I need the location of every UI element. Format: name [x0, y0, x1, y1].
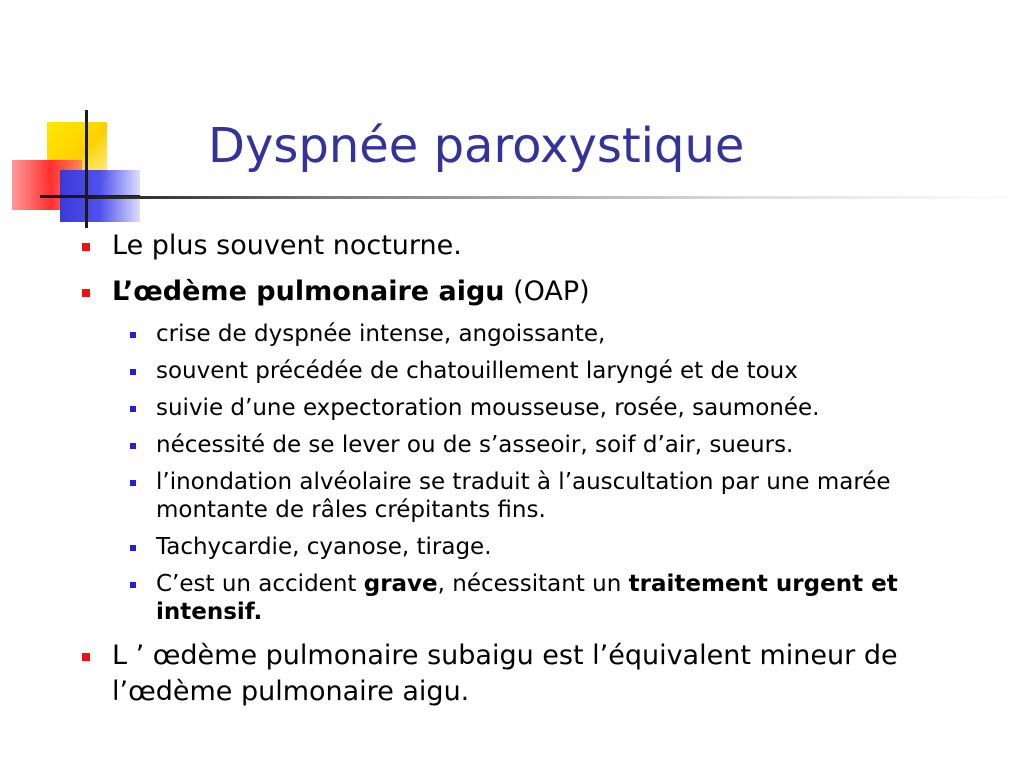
square-bullet-icon — [82, 243, 90, 251]
sub-bullet-bold-text: traitement urgent et intensif. — [156, 571, 898, 625]
square-bullet-icon — [130, 369, 136, 375]
sub-bullet-text: crise de dyspnée intense, angoissante, — [156, 321, 606, 347]
sub-bullet-bold-text: grave — [363, 571, 438, 597]
bullet-text: (OAP) — [504, 276, 590, 307]
sub-bullet-item — [156, 357, 976, 385]
square-bullet-icon — [82, 653, 90, 661]
square-bullet-icon — [130, 582, 136, 588]
sub-bullet-item — [156, 320, 976, 348]
sub-bullet-list — [0, 320, 1024, 626]
sub-bullet-text: , nécessitant un — [437, 571, 629, 597]
sub-bullet-text: suivie d’une expectoration mousseuse, rosée, saumonée. — [156, 395, 820, 421]
sub-bullet-text: Tachycardie, cyanose, tirage. — [156, 534, 492, 560]
title-underline — [85, 196, 1024, 199]
sub-bullet-item — [156, 468, 976, 524]
sub-bullet-text: nécessité de se lever ou de s’asseoir, soif d’air, sueurs. — [156, 432, 794, 458]
square-bullet-icon — [130, 545, 136, 551]
bullet-text: L ’ œdème pulmonaire subaigu est l’équivalent mineur de l’œdème pulmonaire aigu. — [112, 640, 898, 707]
sub-bullet-text: C’est un accident — [156, 571, 364, 597]
square-bullet-icon — [130, 332, 136, 338]
bullet-bold-text: L’œdème pulmonaire aigu — [112, 276, 505, 307]
square-bullet-icon — [130, 443, 136, 449]
square-bullet-icon — [82, 289, 90, 297]
bullet-text: Le plus souvent nocturne. — [112, 230, 462, 261]
decorative-logo — [0, 0, 150, 240]
sub-bullet-text: l’inondation alvéolaire se traduit à l’auscultation par une marée montante de râles crépitants fins. — [156, 469, 891, 523]
square-bullet-icon — [130, 406, 136, 412]
sub-bullet-item — [156, 431, 976, 459]
sub-bullet-text: souvent précédée de chatouillement laryngé et de toux — [156, 358, 798, 384]
bullet-item — [112, 638, 982, 710]
bullet-item — [112, 274, 982, 310]
bullet-item — [112, 228, 982, 264]
sub-bullet-item — [156, 570, 976, 626]
sub-bullet-item — [156, 533, 976, 561]
slide-title: Dyspnée paroxystique — [208, 118, 745, 174]
slide-body — [0, 228, 1024, 720]
vertical-line — [85, 110, 88, 228]
sub-bullet-item — [156, 394, 976, 422]
square-bullet-icon — [130, 480, 136, 486]
